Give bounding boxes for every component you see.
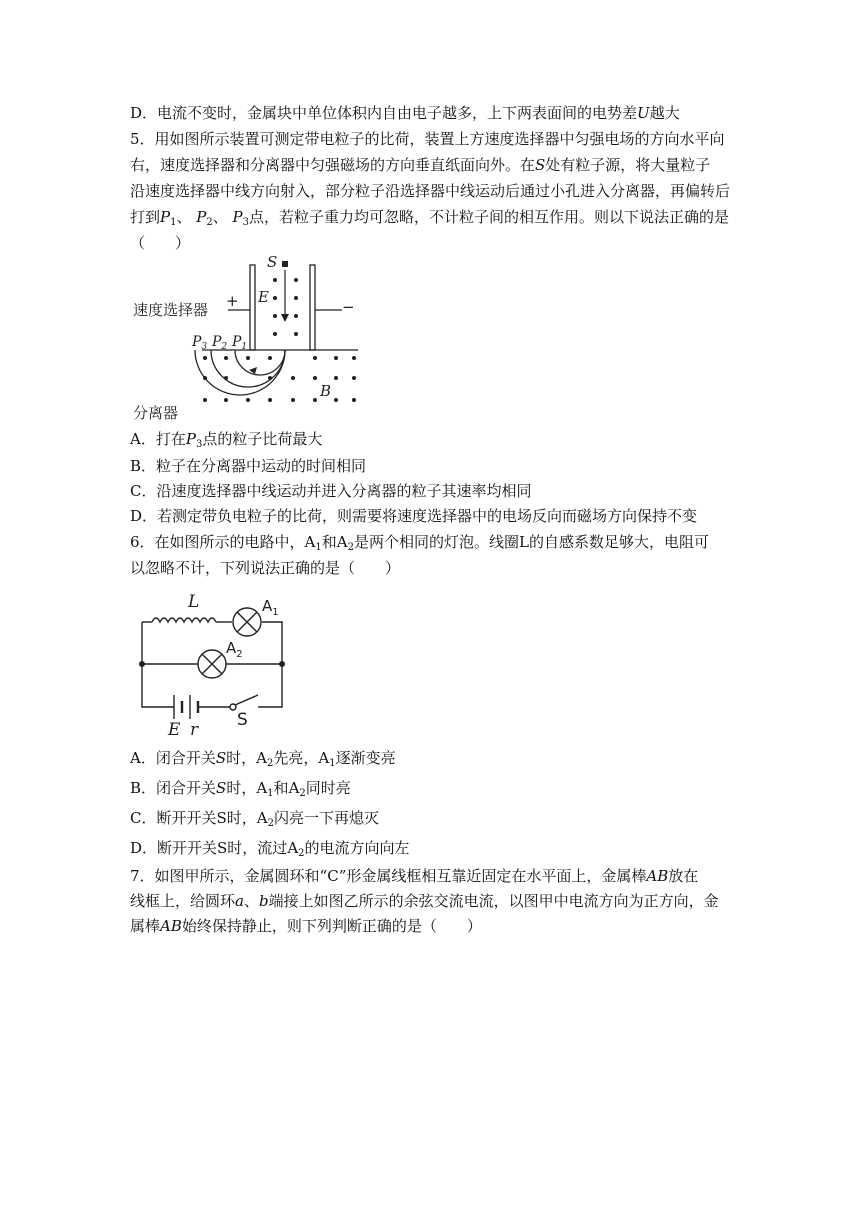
q6-stem-line1: 6．在如图所示的电路中，$A_1$和$A_2$是两个相同的灯泡。线圈L的自感系数足够大，电阻可: [130, 533, 709, 553]
q6-option-d: D．断开开关S时，流过$A_2$的电流方向向左: [130, 839, 410, 859]
label-a2: $A_2$: [226, 639, 243, 660]
q5-option-c: C．沿速度选择器中线运动并进入分离器的粒子其速率均相同: [130, 482, 532, 500]
q5-stem-line4: 打到$P_1$、 $P_2$、 $P_3$点，若粒子重力均可忽略，不计粒子间的相互作用。则以下说法正确的是: [130, 208, 730, 228]
label-b: B: [320, 382, 332, 400]
q7-stem-line3: 属棒AB始终保持静止，则下列判断正确的是（ ）: [130, 917, 482, 935]
label-r: r: [190, 720, 199, 735]
separator-label: 分离器: [133, 404, 179, 422]
q6-option-a: A．闭合开关S时，$A_2$先亮，$A_1$逐渐变亮: [130, 749, 396, 769]
circuit-figure: [132, 585, 292, 735]
q5-option-b: B．粒子在分离器中运动的时间相同: [130, 457, 367, 475]
label-p2: $P_2$: [212, 334, 228, 352]
q4-option-d: D．电流不变时，金属块中单位体积内自由电子越多，上下两表面间的电势差U越大: [130, 104, 680, 122]
source-s: [282, 261, 288, 267]
q5-stem-line2: 右，速度选择器和分离器中匀强磁场的方向垂直纸面向外。在S处有粒子源，将大量粒子: [130, 156, 711, 174]
positive-plate: [250, 265, 255, 350]
velocity-selector-figure: [130, 250, 370, 422]
label-p3: $P_3$: [192, 334, 208, 352]
inductor-coil: [152, 618, 216, 622]
q5-option-a: A．打在$P_3$点的粒子比荷最大: [130, 430, 323, 450]
q6-option-b: B．闭合开关S时，$A_1$和$A_2$同时亮: [130, 779, 351, 799]
label-e: E: [258, 288, 269, 306]
label-l: L: [188, 592, 200, 612]
negative-plate: [310, 265, 315, 350]
q5-stem-line1: 5．用如图所示装置可测定带电粒子的比荷，装置上方速度选择器中匀强电场的方向水平向: [130, 130, 725, 148]
q5-stem-line3: 沿速度选择器中线方向射入，部分粒子沿选择器中线运动后通过小孔进入分离器，再偏转后: [130, 182, 731, 200]
plus-sign: +: [226, 292, 239, 310]
label-p1: $P_1$: [232, 334, 248, 352]
label-switch: S: [237, 710, 248, 730]
q7-stem-line2: 线框上，给圆环a、b端接上如图乙所示的余弦交流电流，以图甲中电流方向为正方向，金: [130, 892, 719, 910]
q6-stem-line2: 以忽略不计，下列说法正确的是（ ）: [130, 559, 401, 577]
selector-label: 速度选择器: [133, 301, 209, 319]
separator-field-dots: [203, 356, 356, 402]
label-a1: $A_1$: [262, 597, 279, 618]
q5-option-d: D．若测定带负电粒子的比荷，则需要将速度选择器中的电场反向而磁场方向保持不变: [130, 507, 698, 525]
var-u: U: [637, 104, 650, 122]
q6-option-c: C．断开开关S时，$A_2$闪亮一下再熄灭: [130, 809, 379, 829]
minus-sign: −: [342, 298, 355, 316]
label-e: E: [168, 720, 181, 735]
q7-stem-line1: 7．如图甲所示，金属圆环和“C”形金属线框相互靠近固定在水平面上，金属棒AB放在: [130, 867, 699, 885]
label-s: S: [267, 253, 278, 271]
q5-bracket: （ ）: [130, 234, 191, 252]
